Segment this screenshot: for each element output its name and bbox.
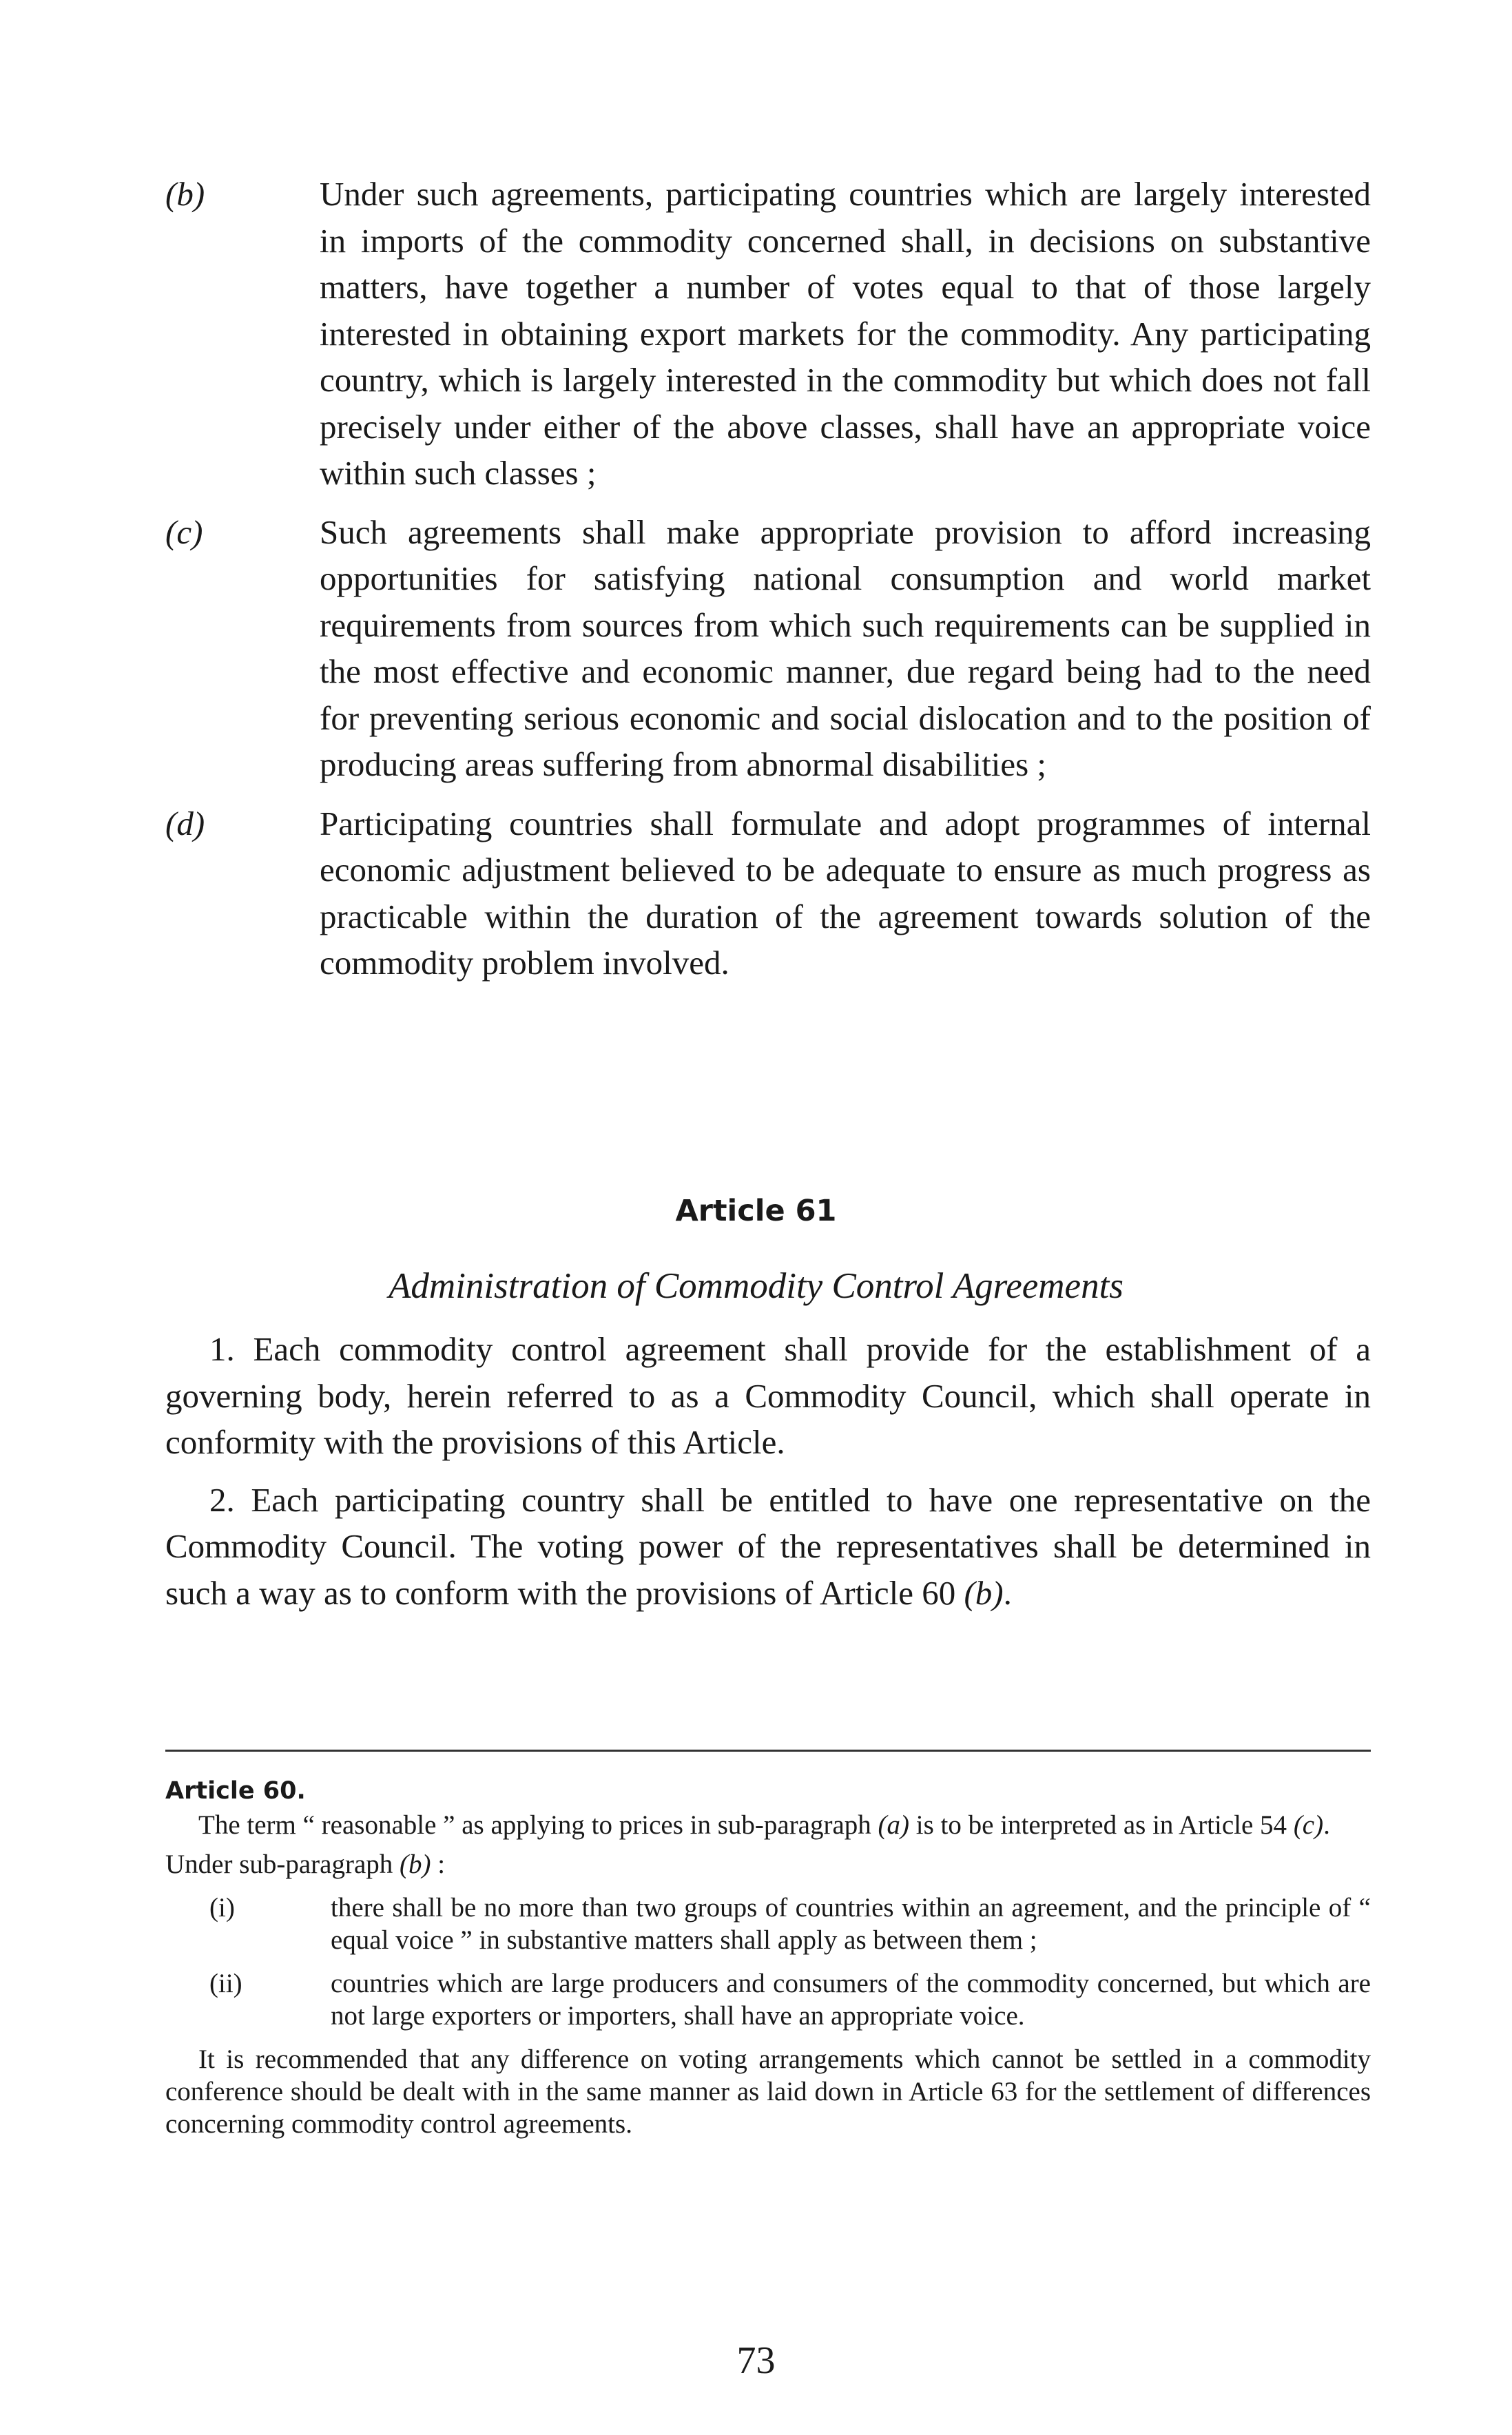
note-text: The term “ reasonable ” as applying to prices in sub-paragraph <box>198 1810 871 1840</box>
item-label: (d) <box>165 804 205 842</box>
note-ref: (a) <box>878 1810 910 1840</box>
subitem-label: (ii) <box>209 1969 242 1998</box>
note-ref: (c) <box>1293 1810 1324 1840</box>
item-text: Such agreements shall make appropriate provision to afford increasing opportunities for satisfying national consumption and world market requirements from sources from which such requirements can be supplied in the most effective and economic manner, due regard being had to the need for preventing serious economic and social dislocation and to the position of producing areas suffering from abnormal disabilities ; <box>320 512 1371 783</box>
footnote-paragraph <box>165 1848 1371 1880</box>
note-text: . <box>1323 1810 1330 1840</box>
article-subtitle: Administration of Commodity Control Agreements <box>389 1266 1123 1306</box>
subitem-text: there shall be no more than two groups of countries within an agreement, and the principle of “ equal voice ” in substantive matters shall apply as between them ; <box>331 1893 1371 1955</box>
note-text: Under sub-paragraph <box>165 1849 393 1879</box>
paragraph-2-end: . <box>1003 1573 1012 1612</box>
page-number: 73 <box>736 2339 776 2382</box>
note-ref: (b) <box>400 1849 431 1879</box>
footnote-subitem <box>165 1967 1371 2032</box>
item-text: Participating countries shall formulate and adopt programmes of internal economic adjustment believed to be adequate to ensure as much progress as practicable within the duration of the agreement towards solution of the commodity problem involved. <box>320 804 1371 982</box>
article-title: Article 61 <box>675 1194 837 1228</box>
list-item <box>165 800 1371 986</box>
note-text: is to be interpreted as in Article 54 <box>915 1810 1287 1840</box>
footnote-subitem <box>165 1892 1371 1956</box>
paragraph-2-ref: (b) <box>964 1573 1004 1612</box>
paragraph-2 <box>165 1477 1371 1617</box>
subitem-label: (i) <box>209 1893 235 1923</box>
footnote-divider <box>165 1750 1371 1752</box>
article-61-body <box>165 1326 1371 1627</box>
footnote-paragraph <box>165 1809 1371 1841</box>
footnote-heading: Article 60. <box>165 1777 306 1805</box>
footnotes <box>165 1775 1371 2147</box>
paragraph-2-text: 2. Each participating country shall be entitled to have one representative on the Commodity Council. The voting power of the representatives shall be determined in such a way as to conform with the provisions of Article 60 <box>165 1480 1371 1612</box>
item-label: (b) <box>165 175 205 213</box>
list-item <box>165 509 1371 788</box>
footnote-paragraph: It is recommended that any difference on voting arrangements which cannot be settled in a commodity conference should be dealt with in the same manner as laid down in Article 63 for the settlement of differences concerning commodity control agreements. <box>165 2044 1371 2139</box>
subitem-text: countries which are large producers and consumers of the commodity concerned, but which are not large exporters or importers, shall have an appropriate voice. <box>331 1969 1371 2031</box>
list-item <box>165 171 1371 497</box>
item-label: (c) <box>165 512 203 551</box>
paragraph-1: 1. Each commodity control agreement shall provide for the establishment of a governing body, herein referred to as a Commodity Council, which shall operate in conformity with the provisions of this Article. <box>165 1330 1371 1461</box>
note-text: : <box>431 1849 446 1879</box>
article-60-continuation <box>165 171 1371 999</box>
item-text: Under such agreements, participating countries which are largely interested in imports of the commodity concerned shall, in decisions on substantive matters, have together a number of votes equal to that of those largely interested in obtaining export markets for the commodity. Any participating country, which is largely interested in the commodity but which does not fall precisely under either of the above classes, shall have an appropriate voice within such classes ; <box>320 175 1371 492</box>
